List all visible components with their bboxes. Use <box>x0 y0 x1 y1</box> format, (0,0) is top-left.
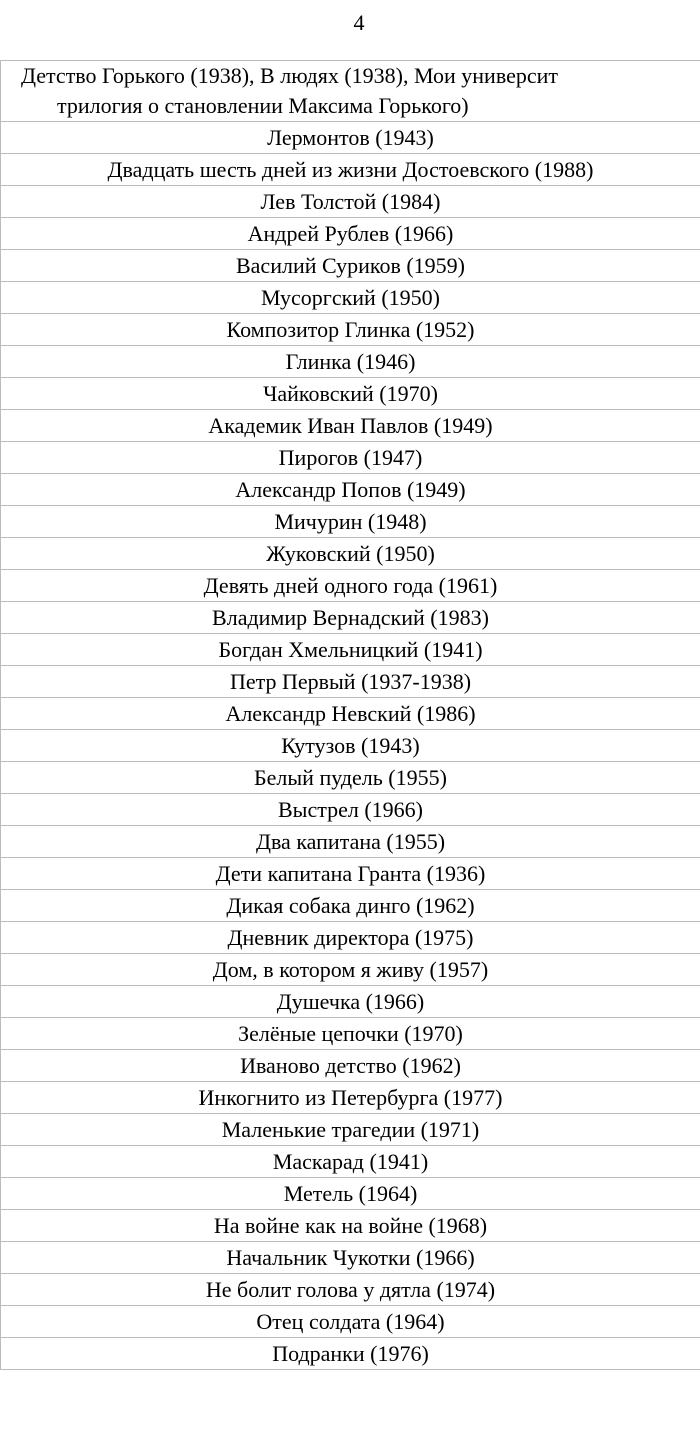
film-title-cell: Композитор Глинка (1952) <box>1 314 700 346</box>
film-title-cell: Чайковский (1970) <box>1 378 700 410</box>
table-row <box>1 1146 700 1178</box>
film-title-cell: Петр Первый (1937-1938) <box>1 666 700 698</box>
table-row <box>1 314 700 346</box>
table-row <box>1 858 700 890</box>
table-row <box>1 1178 700 1210</box>
film-title-line-1: Детство Горького (1938), В людях (1938), Мои университ <box>21 63 559 88</box>
film-title-line-2: трилогия о становлении Максима Горького) <box>57 93 469 118</box>
film-title-cell: Богдан Хмельницкий (1941) <box>1 634 700 666</box>
table-row <box>1 570 700 602</box>
table-row <box>1 61 700 122</box>
film-title-cell: Владимир Вернадский (1983) <box>1 602 700 634</box>
film-title-cell: Мусоргский (1950) <box>1 282 700 314</box>
table-row <box>1 1018 700 1050</box>
film-title-cell: Андрей Рублев (1966) <box>1 218 700 250</box>
table-row <box>1 762 700 794</box>
table-row <box>1 1306 700 1338</box>
table-row <box>1 378 700 410</box>
table-row <box>1 474 700 506</box>
table-row <box>1 890 700 922</box>
film-title-cell: Маленькие трагедии (1971) <box>1 1114 700 1146</box>
film-title-cell: Василий Суриков (1959) <box>1 250 700 282</box>
film-title-cell: Глинка (1946) <box>1 346 700 378</box>
table-row <box>1 442 700 474</box>
film-title-cell: Метель (1964) <box>1 1178 700 1210</box>
table-row <box>1 506 700 538</box>
table-row <box>1 1114 700 1146</box>
table-row <box>1 986 700 1018</box>
film-title-cell: Дикая собака динго (1962) <box>1 890 700 922</box>
film-title-cell: Дом, в котором я живу (1957) <box>1 954 700 986</box>
table-row <box>1 954 700 986</box>
film-title-cell: Дети капитана Гранта (1936) <box>1 858 700 890</box>
film-title-cell: Отец солдата (1964) <box>1 1306 700 1338</box>
film-title-cell: Подранки (1976) <box>1 1338 700 1370</box>
table-row <box>1 1274 700 1306</box>
film-title-cell: Выстрел (1966) <box>1 794 700 826</box>
film-title-cell: Александр Невский (1986) <box>1 698 700 730</box>
film-title-cell: Два капитана (1955) <box>1 826 700 858</box>
film-title-cell: Душечка (1966) <box>1 986 700 1018</box>
film-title-cell: Кутузов (1943) <box>1 730 700 762</box>
film-title-cell: Дневник директора (1975) <box>1 922 700 954</box>
film-title-cell: Маскарад (1941) <box>1 1146 700 1178</box>
film-title-cell: Начальник Чукотки (1966) <box>1 1242 700 1274</box>
table-row <box>1 826 700 858</box>
film-title-cell: Девять дней одного года (1961) <box>1 570 700 602</box>
table-row <box>1 218 700 250</box>
film-title-cell: Лев Толстой (1984) <box>1 186 700 218</box>
table-row <box>1 410 700 442</box>
film-title-cell: Зелёные цепочки (1970) <box>1 1018 700 1050</box>
table-row <box>1 1050 700 1082</box>
film-title-cell: Мичурин (1948) <box>1 506 700 538</box>
table-row <box>1 186 700 218</box>
film-title-cell: Иваново детство (1962) <box>1 1050 700 1082</box>
table-row <box>1 698 700 730</box>
table-row <box>1 602 700 634</box>
film-title-cell: Александр Попов (1949) <box>1 474 700 506</box>
table-row <box>1 250 700 282</box>
film-title-cell: Не болит голова у дятла (1974) <box>1 1274 700 1306</box>
film-title-cell <box>1 61 700 122</box>
table-row <box>1 282 700 314</box>
page-number: 4 <box>353 10 365 35</box>
film-title-cell: На войне как на войне (1968) <box>1 1210 700 1242</box>
film-title-cell: Жуковский (1950) <box>1 538 700 570</box>
table-row <box>1 1210 700 1242</box>
table-row <box>1 122 700 154</box>
table-row <box>1 538 700 570</box>
film-title-cell: Инкогнито из Петербурга (1977) <box>1 1082 700 1114</box>
film-title-cell: Белый пудель (1955) <box>1 762 700 794</box>
film-title-cell: Двадцать шесть дней из жизни Достоевского (1988) <box>1 154 700 186</box>
table-row <box>1 154 700 186</box>
table-row <box>1 346 700 378</box>
film-title-cell: Пирогов (1947) <box>1 442 700 474</box>
table-row <box>1 1082 700 1114</box>
table-row <box>1 1338 700 1370</box>
table-row <box>1 1242 700 1274</box>
film-title-cell: Лермонтов (1943) <box>1 122 700 154</box>
table-row <box>1 730 700 762</box>
table-row <box>1 634 700 666</box>
film-title-cell: Академик Иван Павлов (1949) <box>1 410 700 442</box>
table-row <box>1 666 700 698</box>
table-row <box>1 922 700 954</box>
table-row <box>1 794 700 826</box>
film-list-table <box>0 60 700 1370</box>
